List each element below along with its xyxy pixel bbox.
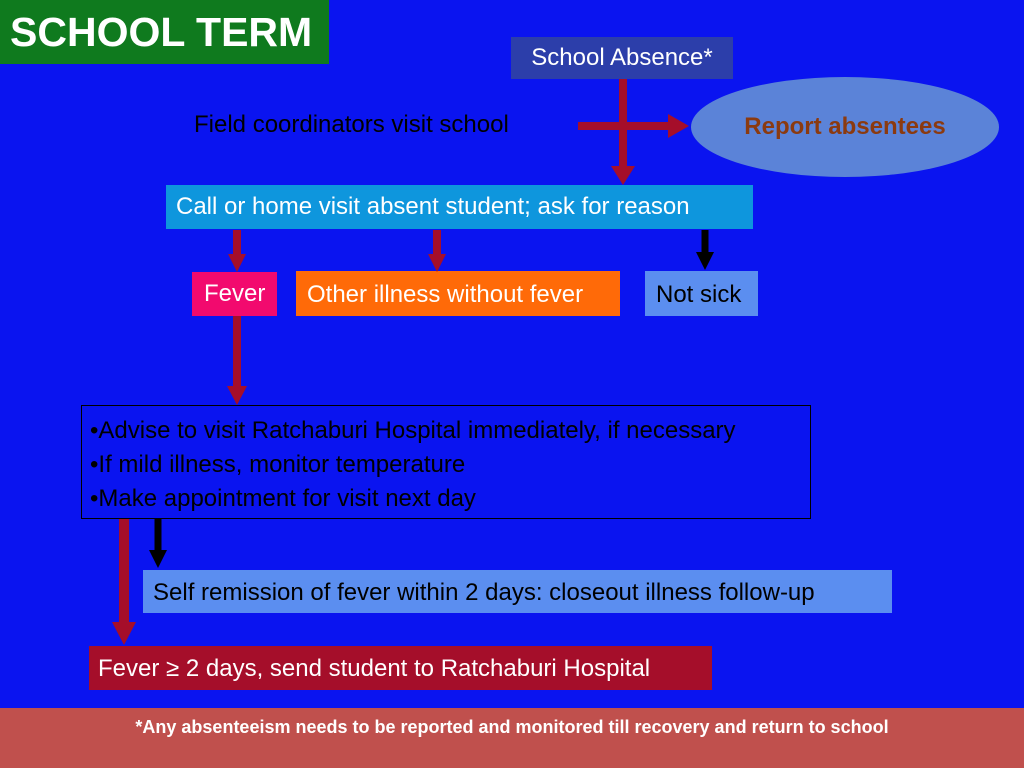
arrow-field-to-report (578, 114, 689, 138)
self-remission-box: Self remission of fever within 2 days: closeout illness follow-up (143, 570, 892, 613)
advice-box (81, 405, 811, 519)
arrow-absence-to-call (611, 79, 635, 185)
arrow-advice-to-self-remission (149, 519, 167, 568)
school-absence-box: School Absence* (511, 37, 733, 79)
field-coordinators-label: Field coordinators visit school (194, 111, 509, 138)
fever-two-days-box: Fever ≥ 2 days, send student to Ratchaburi Hospital (89, 646, 712, 690)
not-sick-box: Not sick (645, 271, 758, 316)
advice-line: •Advise to visit Ratchaburi Hospital immediately, if necessary (90, 417, 736, 444)
advice-line: •If mild illness, monitor temperature (90, 451, 466, 478)
arrow-call-to-other (428, 230, 446, 272)
arrow-call-to-not-sick (696, 230, 714, 270)
arrow-advice-to-fever-two-days (112, 519, 136, 645)
report-absentees-ellipse: Report absentees (691, 77, 999, 177)
call-visit-box: Call or home visit absent student; ask for reason (166, 185, 753, 229)
advice-line: •Make appointment for visit next day (90, 485, 476, 512)
slide-title: SCHOOL TERM (0, 0, 329, 64)
other-illness-box: Other illness without fever (296, 271, 620, 316)
arrow-fever-to-advice (227, 316, 247, 405)
arrow-call-to-fever (228, 230, 246, 272)
fever-box: Fever (192, 272, 277, 316)
footnote-bar: *Any absenteeism needs to be reported and monitored till recovery and return to school (0, 708, 1024, 768)
